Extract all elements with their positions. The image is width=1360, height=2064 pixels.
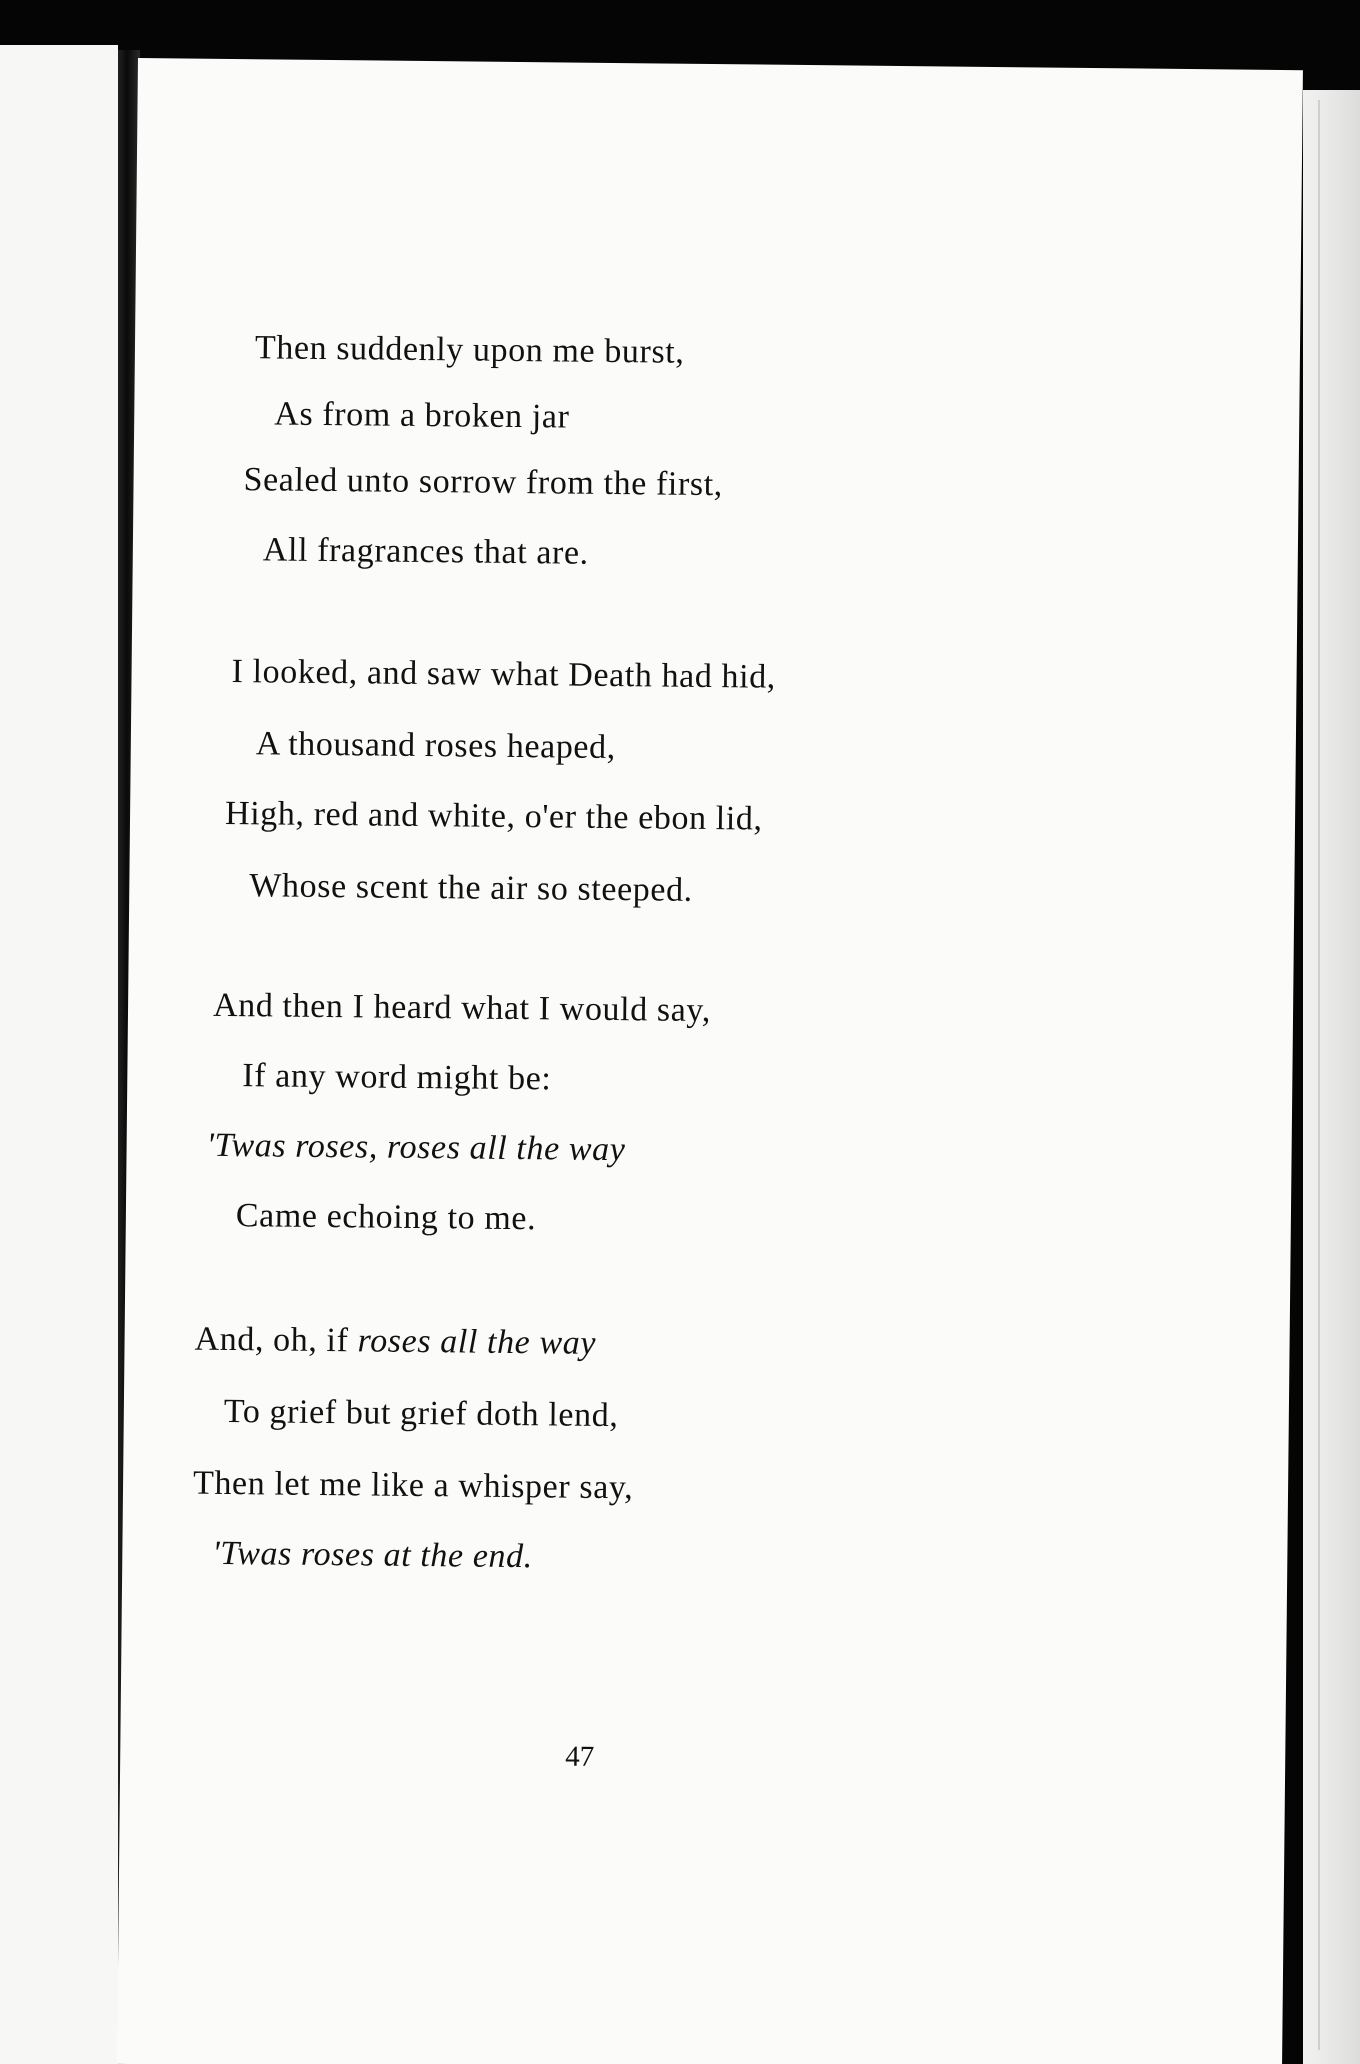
poem-line: High, red and white, o'er the ebon lid, [224,794,763,838]
left-page-edge [0,45,118,2064]
poem-line: As from a broken jar [274,395,570,436]
italic-phrase: 'Twas roses, roses all the way [206,1126,626,1169]
poem-line-italic [206,1126,626,1169]
italic-phrase: roses all the way [357,1322,597,1362]
poem-line: Sealed unto sorrow from the first, [243,461,724,504]
poem-line: I looked, and saw what Death had hid, [231,653,777,696]
page-stack-line [1318,100,1320,2050]
poem-line: Then let me like a whisper say, [192,1464,634,1507]
poem-line: A thousand roses heaped, [255,725,616,767]
poem-line: Whose scent the air so steeped. [249,867,693,909]
page-number: 47 [565,1740,595,1773]
poem-line-italic [212,1534,533,1576]
poem-line: All fragrances that are. [262,531,589,572]
right-page [117,58,1303,2064]
poem-line: To grief but grief doth lend, [223,1392,619,1435]
poem-line: Then suddenly upon me burst, [254,329,685,371]
italic-phrase: 'Twas roses at the end. [212,1534,533,1576]
poem-line: Came echoing to me. [235,1197,537,1238]
poem-line: And then I heard what I would say, [212,986,712,1030]
plain-phrase: And, oh, if [194,1320,358,1360]
poem-line: If any word might be: [242,1057,552,1098]
poem-line-mixed [194,1320,597,1362]
poem [117,58,1303,2064]
right-page-stack-edge [1303,90,1360,2064]
